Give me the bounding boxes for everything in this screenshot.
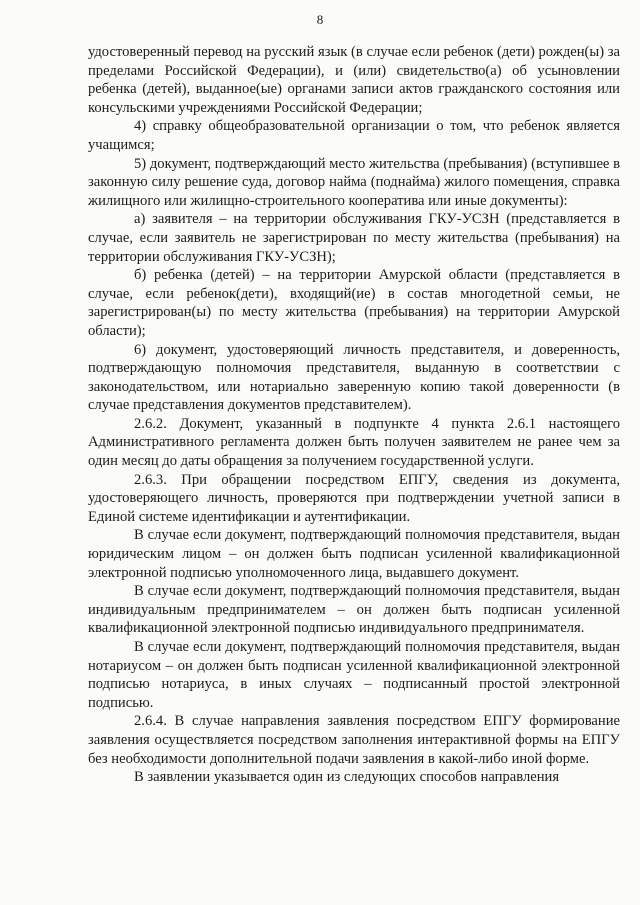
- paragraph: удостоверенный перевод на русский язык (в случае если ребенок (дети) рожден(ы) за пределами Российской Федерации), и (или) свидетельство(а) об усыновлении ребенка (детей), выданное(ые) органами записи актов гражданского состояния или консульскими учреждениями Российской Федерации;: [88, 44, 620, 116]
- paragraph: 5) документ, подтверждающий место жительства (пребывания) (вступившее в законную силу решение суда, договор найма (поднайма) жилого помещения, справка жилищного или жилищно-строительного кооператива или иные документы):: [88, 155, 620, 209]
- paragraph: В заявлении указывается один из следующих способов направления: [134, 769, 560, 786]
- paragraph: 2.6.4. В случае направления заявления посредством ЕПГУ формирование заявления осуществляется посредством заполнения интерактивной формы на ЕПГУ без необходимости дополнительной подачи заявления в какой-либо иной форме.: [88, 713, 620, 767]
- body-text: [88, 43, 620, 787]
- paragraph: 4) справку общеобразовательной организации о том, что ребенок является учащимся;: [88, 118, 620, 153]
- paragraph: 2.6.2. Документ, указанный в подпункте 4 пункта 2.6.1 настоящего Административного регламента должен быть получен заявителем не ранее чем за один месяц до даты обращения за получением государственной услуги.: [88, 415, 620, 470]
- paragraph: 2.6.3. При обращении посредством ЕПГУ, сведения из документа, удостоверяющего личность, проверяются при подтверждении учетной записи в Единой системе идентификации и аутентификации.: [88, 471, 620, 525]
- paragraph: а) заявителя – на территории обслуживания ГКУ-УСЗН (представляется в случае, если заявитель не зарегистрирован по месту жительства (пребывания) на территории обслуживания ГКУ-УСЗН);: [88, 211, 620, 265]
- page-number: 8: [316, 12, 324, 27]
- paragraph: В случае если документ, подтверждающий полномочия представителя, выдан нотариусом – он должен быть подписан усиленной квалификационной электронной подписью нотариуса, в иных случаях – подписанный простой электронной подписью.: [88, 639, 620, 711]
- paragraph: б) ребенка (детей) – на территории Амурской области (представляется в случае, если ребенок(дети), входящий(ие) в состав многодетной семьи, не зарегистрирован(ы) по месту жительства (пребывания) на территории Амурской области);: [88, 267, 620, 339]
- paragraph: В случае если документ, подтверждающий полномочия представителя, выдан индивидуальным предпринимателем – он должен быть подписан усиленной квалификационной электронной подписью индивидуального предпринимателя.: [88, 583, 620, 637]
- paragraph: В случае если документ, подтверждающий полномочия представителя, выдан юридическим лицом – он должен быть подписан усиленной квалификационной электронной подписью уполномоченного лица, выдавшего документ.: [88, 527, 620, 581]
- paragraph: 6) документ, удостоверяющий личность представителя, и доверенность, подтверждающую полномочия представителя, выданную в соответствии с законодательством, или нотариально заверенную копию такой доверенности (в случае представления документов представителем).: [88, 341, 620, 414]
